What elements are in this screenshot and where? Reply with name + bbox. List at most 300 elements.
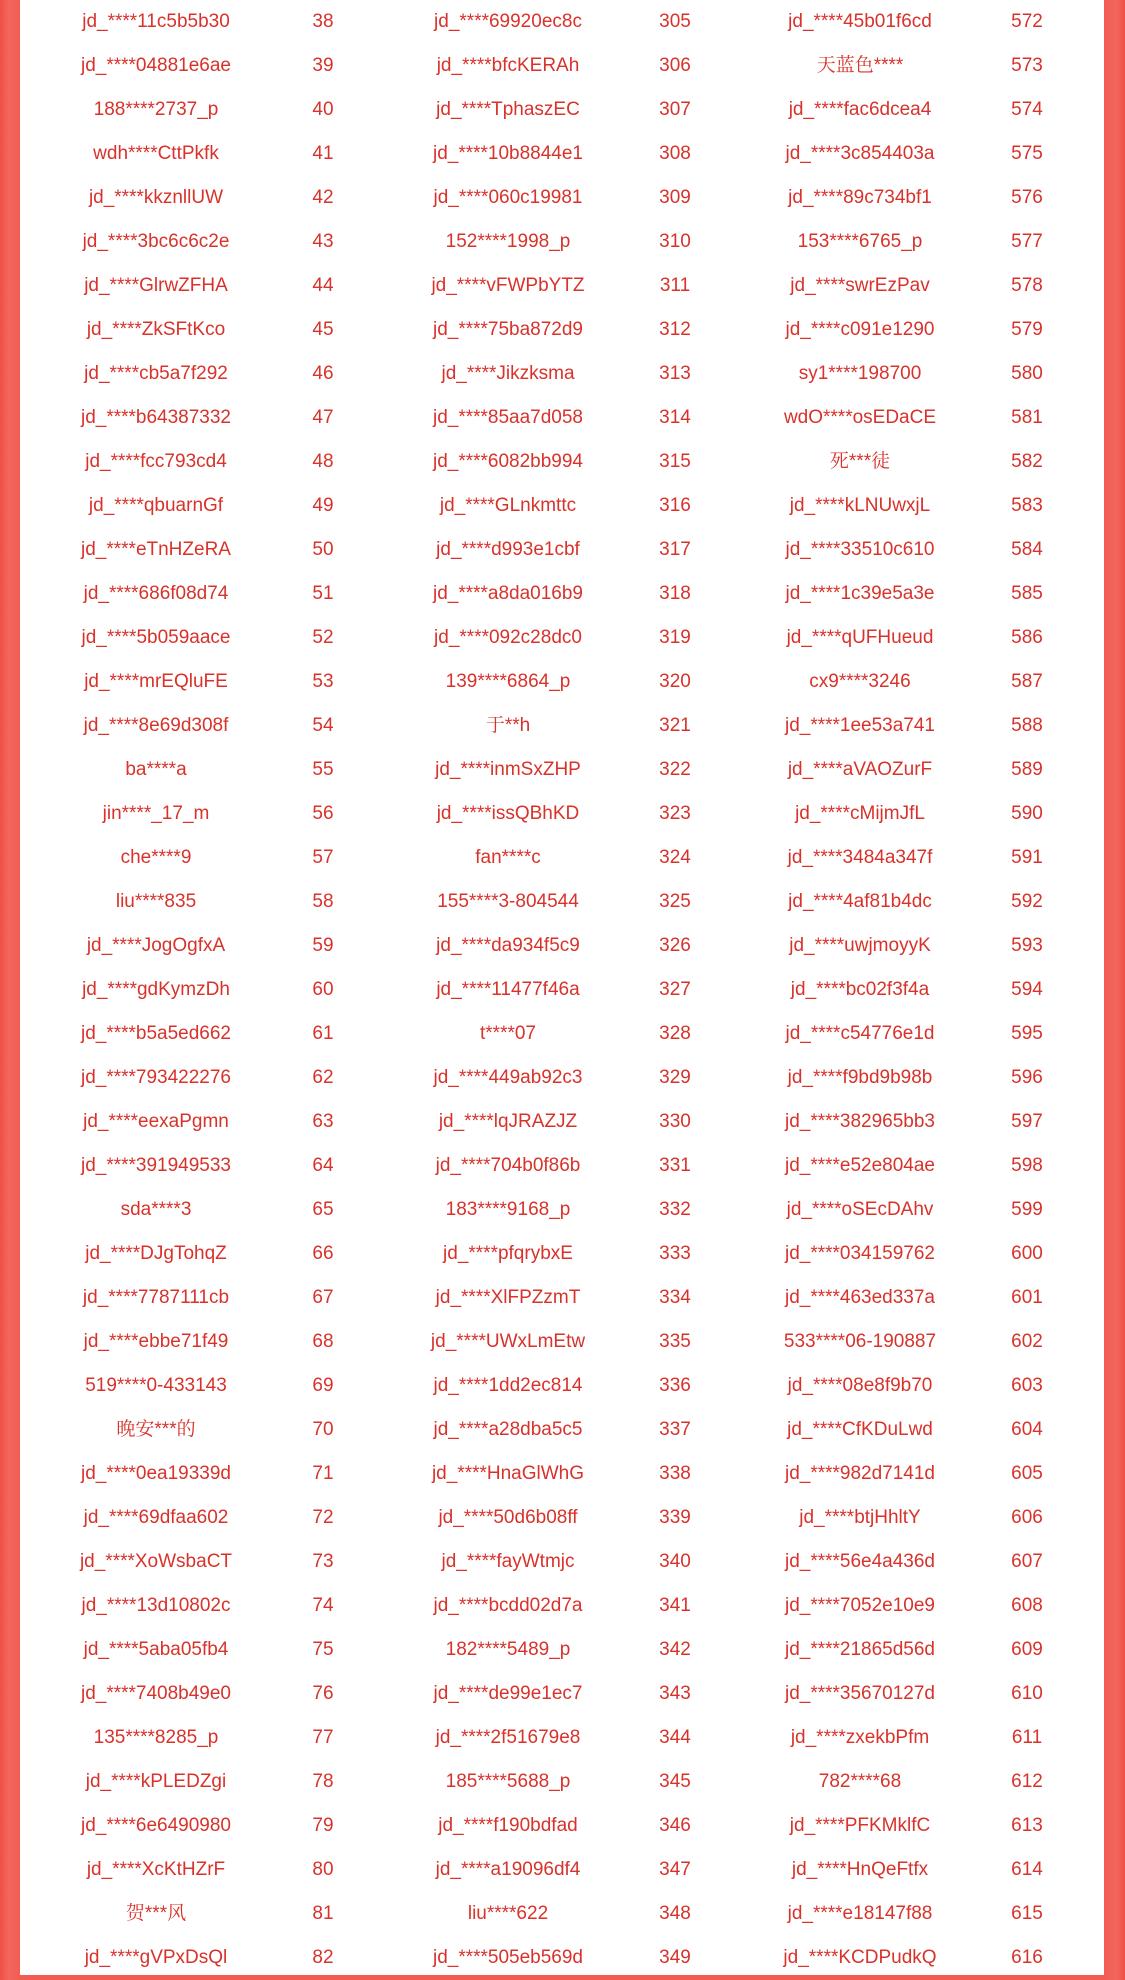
- winner-rank: 63: [312, 1111, 334, 1132]
- winner-name: jd_****704b0f86b: [435, 1155, 581, 1176]
- winner-name: jd_****75ba872d9: [432, 319, 584, 340]
- winner-rank: 336: [659, 1375, 691, 1396]
- winner-rank: 311: [659, 275, 691, 296]
- winner-rank: 573: [1011, 55, 1043, 76]
- winner-name: fan****c: [475, 847, 541, 868]
- winner-rank: 318: [659, 583, 691, 604]
- winner-name: jd_****69dfaa602: [83, 1507, 229, 1528]
- winner-name: jd_****982d7141d: [784, 1463, 936, 1484]
- winner-rank: 340: [659, 1551, 691, 1572]
- winner-name: jd_****1ee53a741: [784, 715, 936, 736]
- winner-name: 533****06-190887: [783, 1331, 937, 1352]
- winner-rank: 54: [312, 715, 334, 736]
- winner-name: jd_****21865d56d: [784, 1639, 936, 1660]
- winner-rank: 322: [659, 759, 691, 780]
- winner-rank: 612: [1011, 1771, 1043, 1792]
- list-row: [0, 88, 1125, 132]
- winner-rank: 595: [1011, 1023, 1043, 1044]
- winner-rank: 599: [1011, 1199, 1043, 1220]
- winner-rank: 337: [659, 1419, 691, 1440]
- list-row: [0, 1408, 1125, 1452]
- list-row: [0, 484, 1125, 528]
- winner-name: jd_****449ab92c3: [433, 1067, 583, 1088]
- winner-name: jd_****d993e1cbf: [436, 539, 580, 560]
- winner-name: sy1****198700: [798, 363, 922, 384]
- winner-rank: 43: [312, 231, 334, 252]
- winner-rank: 45: [312, 319, 334, 340]
- winner-name: 182****5489_p: [445, 1639, 571, 1660]
- winner-name: jd_****7787111cb: [82, 1287, 230, 1308]
- winner-name: jd_****85aa7d058: [432, 407, 584, 428]
- winner-rank: 608: [1011, 1595, 1043, 1616]
- winner-rank: 335: [659, 1331, 691, 1352]
- winner-rank: 345: [659, 1771, 691, 1792]
- winner-rank: 49: [312, 495, 334, 516]
- winner-rank: 332: [659, 1199, 691, 1220]
- winner-name: jd_****fcc793cd4: [85, 451, 227, 472]
- list-row: [0, 220, 1125, 264]
- list-row: [0, 1276, 1125, 1320]
- winner-rank: 320: [659, 671, 691, 692]
- winner-name: che****9: [120, 847, 192, 868]
- winner-name: jd_****793422276: [80, 1067, 232, 1088]
- list-row: [0, 528, 1125, 572]
- winner-name: jd_****45b01f6cd: [788, 11, 932, 32]
- winner-rank: 333: [659, 1243, 691, 1264]
- list-row: [0, 352, 1125, 396]
- winner-rank: 600: [1011, 1243, 1043, 1264]
- winner-name: jd_****56e4a436d: [784, 1551, 936, 1572]
- winner-rank: 65: [312, 1199, 334, 1220]
- winner-rank: 606: [1011, 1507, 1043, 1528]
- winner-name: jd_****bcdd02d7a: [433, 1595, 583, 1616]
- winner-name: jd_****505eb569d: [432, 1947, 584, 1968]
- list-row: [0, 1848, 1125, 1892]
- winner-name: jd_****UWxLmEtw: [430, 1331, 586, 1352]
- winner-rank: 347: [659, 1859, 691, 1880]
- winner-rank: 323: [659, 803, 691, 824]
- winner-rank: 578: [1011, 275, 1043, 296]
- winner-rank: 343: [659, 1683, 691, 1704]
- winner-name: jd_****HnQeFtfx: [791, 1859, 929, 1880]
- winner-name: jd_****6e6490980: [80, 1815, 232, 1836]
- winner-rank: 60: [312, 979, 334, 1000]
- list-row: [0, 1056, 1125, 1100]
- winner-name: jd_****f9bd9b98b: [787, 1067, 933, 1088]
- winner-name: jd_****ebbe71f49: [83, 1331, 229, 1352]
- winner-name: jd_****5aba05fb4: [83, 1639, 229, 1660]
- list-row: [0, 1232, 1125, 1276]
- winner-name: jd_****de99e1ec7: [433, 1683, 583, 1704]
- winner-name: jin****_17_m: [102, 803, 210, 824]
- winner-name: jd_****3484a347f: [787, 847, 933, 868]
- winner-rank: 46: [312, 363, 334, 384]
- winner-name: jd_****CfKDuLwd: [787, 1419, 933, 1440]
- winner-rank: 80: [312, 1859, 334, 1880]
- winner-name: jd_****7408b49e0: [80, 1683, 232, 1704]
- winner-rank: 53: [312, 671, 334, 692]
- winner-name: jd_****TphaszEC: [436, 99, 580, 120]
- winner-rank: 326: [659, 935, 691, 956]
- winner-rank: 583: [1011, 495, 1043, 516]
- list-row: [0, 1672, 1125, 1716]
- winner-rank: 313: [659, 363, 691, 384]
- winner-rank: 77: [312, 1727, 334, 1748]
- winner-rank: 582: [1011, 451, 1043, 472]
- winner-rank: 325: [659, 891, 691, 912]
- winner-name: jd_****da934f5c9: [436, 935, 580, 956]
- list-row: [0, 1804, 1125, 1848]
- winner-rank: 38: [312, 11, 334, 32]
- winner-name: wdO****osEDaCE: [783, 407, 937, 428]
- list-row: [0, 176, 1125, 220]
- list-row: [0, 396, 1125, 440]
- list-row: [0, 1584, 1125, 1628]
- winner-rank: 72: [312, 1507, 334, 1528]
- winner-rank: 586: [1011, 627, 1043, 648]
- winner-rank: 56: [312, 803, 334, 824]
- winner-name: jd_****inmSxZHP: [435, 759, 581, 780]
- winner-name: jd_****8e69d308f: [83, 715, 229, 736]
- winner-name: 晚安***的: [116, 1419, 196, 1440]
- winner-rank: 613: [1011, 1815, 1043, 1836]
- winner-name: jd_****6082bb994: [432, 451, 584, 472]
- winner-name: jd_****3c854403a: [785, 143, 935, 164]
- winner-name: jd_****GLnkmttc: [439, 495, 577, 516]
- winner-name: jd_****3bc6c6c2e: [82, 231, 230, 252]
- winner-name: 于**h: [485, 715, 531, 736]
- winner-rank: 611: [1011, 1727, 1043, 1748]
- winner-rank: 342: [659, 1639, 691, 1660]
- winner-name: jd_****89c734bf1: [788, 187, 932, 208]
- winner-rank: 81: [312, 1903, 334, 1924]
- winner-rank: 312: [659, 319, 691, 340]
- winner-name: jd_****mrEQluFE: [84, 671, 228, 692]
- winner-name: jd_****issQBhKD: [436, 803, 580, 824]
- winner-rank: 588: [1011, 715, 1043, 736]
- winner-name: jd_****bc02f3f4a: [790, 979, 930, 1000]
- winner-name: jd_****Jikzksma: [441, 363, 575, 384]
- winner-rank: 68: [312, 1331, 334, 1352]
- winner-rank: 349: [659, 1947, 691, 1968]
- winner-name: jd_****034159762: [784, 1243, 936, 1264]
- winner-name: jd_****2f51679e8: [435, 1727, 581, 1748]
- winner-rank: 82: [312, 1947, 334, 1968]
- winner-name: 185****5688_p: [445, 1771, 571, 1792]
- winner-rank: 597: [1011, 1111, 1043, 1132]
- winner-name: 183****9168_p: [445, 1199, 571, 1220]
- winner-rank: 76: [312, 1683, 334, 1704]
- list-row: [0, 572, 1125, 616]
- winner-rank: 329: [659, 1067, 691, 1088]
- winner-rank: 614: [1011, 1859, 1043, 1880]
- winner-rank: 580: [1011, 363, 1043, 384]
- winner-rank: 310: [659, 231, 691, 252]
- winner-name: jd_****eTnHZeRA: [81, 539, 231, 560]
- winner-rank: 590: [1011, 803, 1043, 824]
- winner-name: jd_****c54776e1d: [785, 1023, 935, 1044]
- winner-rank: 58: [312, 891, 334, 912]
- winner-name: jd_****lqJRAZJZ: [438, 1111, 578, 1132]
- winner-rank: 306: [659, 55, 691, 76]
- winner-name: jd_****463ed337a: [784, 1287, 936, 1308]
- winner-name: jd_****1c39e5a3e: [785, 583, 935, 604]
- winner-rank: 596: [1011, 1067, 1043, 1088]
- winner-rank: 309: [659, 187, 691, 208]
- winner-name: jd_****DJgTohqZ: [85, 1243, 227, 1264]
- winner-name: jd_****btjHhltY: [799, 1507, 921, 1528]
- winner-rank: 70: [312, 1419, 334, 1440]
- list-row: [0, 748, 1125, 792]
- list-row: [0, 616, 1125, 660]
- list-row: [0, 132, 1125, 176]
- winner-name: jd_****4af81b4dc: [788, 891, 932, 912]
- winner-name: jd_****gVPxDsQl: [84, 1947, 228, 1968]
- winner-name: jd_****7052e10e9: [784, 1595, 936, 1616]
- winner-rank: 314: [659, 407, 691, 428]
- winner-rank: 598: [1011, 1155, 1043, 1176]
- winner-rank: 344: [659, 1727, 691, 1748]
- list-row: [0, 1012, 1125, 1056]
- winner-rank: 348: [659, 1903, 691, 1924]
- winner-rank: 308: [659, 143, 691, 164]
- list-row: [0, 1892, 1125, 1936]
- winner-rank: 339: [659, 1507, 691, 1528]
- winner-rank: 327: [659, 979, 691, 1000]
- list-row: [0, 1716, 1125, 1760]
- winner-rank: 589: [1011, 759, 1043, 780]
- winner-rank: 330: [659, 1111, 691, 1132]
- winner-name: jd_****11c5b5b30: [82, 11, 230, 32]
- winner-rank: 316: [659, 495, 691, 516]
- winner-rank: 581: [1011, 407, 1043, 428]
- winner-name: 152****1998_p: [445, 231, 571, 252]
- winner-rank: 52: [312, 627, 334, 648]
- list-row: [0, 264, 1125, 308]
- winner-rank: 307: [659, 99, 691, 120]
- list-row: [0, 1100, 1125, 1144]
- winner-rank: 604: [1011, 1419, 1043, 1440]
- winner-name: jd_****ZkSFtKco: [86, 319, 226, 340]
- winner-rank: 55: [312, 759, 334, 780]
- winner-rank: 73: [312, 1551, 334, 1572]
- winner-rank: 71: [312, 1463, 334, 1484]
- winner-name: 139****6864_p: [445, 671, 571, 692]
- winner-rank: 576: [1011, 187, 1043, 208]
- winner-rank: 47: [312, 407, 334, 428]
- winner-rank: 591: [1011, 847, 1043, 868]
- winner-name: jd_****f190bdfad: [438, 1815, 578, 1836]
- list-row: [0, 1936, 1125, 1980]
- winner-rank: 341: [659, 1595, 691, 1616]
- winner-rank: 346: [659, 1815, 691, 1836]
- winner-rank: 334: [659, 1287, 691, 1308]
- winner-rank: 605: [1011, 1463, 1043, 1484]
- winner-name: jd_****gdKymzDh: [82, 979, 230, 1000]
- list-row: [0, 1320, 1125, 1364]
- winner-name: jd_****5b059aace: [81, 627, 231, 648]
- winner-name: jd_****13d10802c: [81, 1595, 231, 1616]
- winner-name: liu****835: [115, 891, 197, 912]
- winner-rank: 609: [1011, 1639, 1043, 1660]
- winner-name: jd_****XlFPZzmT: [435, 1287, 581, 1308]
- winner-name: jd_****08e8f9b70: [787, 1375, 933, 1396]
- winner-name: 782****68: [818, 1771, 902, 1792]
- winner-rank: 62: [312, 1067, 334, 1088]
- winner-name: sda****3: [120, 1199, 192, 1220]
- winner-name: 155****3-804544: [437, 891, 579, 912]
- winner-rank: 585: [1011, 583, 1043, 604]
- winner-rank: 572: [1011, 11, 1043, 32]
- winner-rank: 42: [312, 187, 334, 208]
- winner-rank: 601: [1011, 1287, 1043, 1308]
- list-row: [0, 308, 1125, 352]
- winner-name: cx9****3246: [809, 671, 911, 692]
- winner-name: jd_****aVAOZurF: [787, 759, 933, 780]
- winner-rank: 64: [312, 1155, 334, 1176]
- winner-rank: 67: [312, 1287, 334, 1308]
- winner-rank: 40: [312, 99, 334, 120]
- list-row: [0, 1540, 1125, 1584]
- list-row: [0, 44, 1125, 88]
- winner-rank: 593: [1011, 935, 1043, 956]
- winner-rank: 59: [312, 935, 334, 956]
- winner-rank: 79: [312, 1815, 334, 1836]
- winner-name: jd_****kLNUwxjL: [789, 495, 931, 516]
- winner-name: jd_****pfqrybxE: [443, 1243, 573, 1264]
- winner-rank: 41: [312, 143, 334, 164]
- list-row: [0, 1188, 1125, 1232]
- winner-name: 153****6765_p: [797, 231, 923, 252]
- winner-rank: 78: [312, 1771, 334, 1792]
- winner-name: 519****0-433143: [85, 1375, 227, 1396]
- winner-rank: 319: [659, 627, 691, 648]
- list-row: [0, 836, 1125, 880]
- winner-rank: 39: [312, 55, 334, 76]
- winner-rank: 616: [1011, 1947, 1043, 1968]
- winner-rank: 579: [1011, 319, 1043, 340]
- list-row: [0, 968, 1125, 1012]
- list-row: [0, 880, 1125, 924]
- winner-name: jd_****swrEzPav: [790, 275, 930, 296]
- winner-name: jd_****04881e6ae: [80, 55, 232, 76]
- winner-name: jd_****a28dba5c5: [433, 1419, 583, 1440]
- winner-rank: 577: [1011, 231, 1043, 252]
- list-row: [0, 1496, 1125, 1540]
- winner-rank: 315: [659, 451, 691, 472]
- winner-rank: 48: [312, 451, 334, 472]
- winner-name: jd_****686f08d74: [83, 583, 229, 604]
- winner-name: jd_****vFWPbYTZ: [431, 275, 585, 296]
- winner-rank: 74: [312, 1595, 334, 1616]
- winner-name: jd_****KCDPudkQ: [783, 1947, 937, 1968]
- winner-name: jd_****382965bb3: [784, 1111, 936, 1132]
- winner-name: 死***徒: [829, 451, 891, 472]
- winner-rank: 317: [659, 539, 691, 560]
- winner-rank: 328: [659, 1023, 691, 1044]
- winner-name: jd_****PFKMklfC: [789, 1815, 931, 1836]
- winner-rank: 50: [312, 539, 334, 560]
- winner-name: liu****622: [467, 1903, 549, 1924]
- winner-name: jd_****b64387332: [80, 407, 232, 428]
- winner-name: jd_****092c28dc0: [434, 627, 582, 648]
- list-row: [0, 704, 1125, 748]
- winner-name: jd_****50d6b08ff: [438, 1507, 578, 1528]
- winner-name: jd_****JogOgfxA: [86, 935, 226, 956]
- winner-name: jd_****e52e804ae: [784, 1155, 936, 1176]
- winner-name: jd_****060c19981: [433, 187, 583, 208]
- winner-name: jd_****cb5a7f292: [84, 363, 228, 384]
- winner-name: jd_****a8da016b9: [432, 583, 584, 604]
- winner-name: jd_****0ea19339d: [80, 1463, 232, 1484]
- winner-rank: 587: [1011, 671, 1043, 692]
- winner-name: jd_****oSEcDAhv: [786, 1199, 934, 1220]
- winner-rank: 321: [659, 715, 691, 736]
- winner-rank: 594: [1011, 979, 1043, 1000]
- winner-name: ba****a: [125, 759, 187, 780]
- winner-rank: 69: [312, 1375, 334, 1396]
- winner-name: jd_****fayWtmjc: [441, 1551, 575, 1572]
- winner-rank: 610: [1011, 1683, 1043, 1704]
- winner-rank: 44: [312, 275, 334, 296]
- winner-name: jd_****HnaGlWhG: [431, 1463, 585, 1484]
- winner-rank: 66: [312, 1243, 334, 1264]
- winner-rank: 575: [1011, 143, 1043, 164]
- winner-rank: 75: [312, 1639, 334, 1660]
- winner-rank: 338: [659, 1463, 691, 1484]
- winner-rank: 57: [312, 847, 334, 868]
- winner-name: jd_****b5a5ed662: [80, 1023, 232, 1044]
- winner-name: jd_****eexaPgmn: [83, 1111, 229, 1132]
- winner-name: jd_****391949533: [80, 1155, 232, 1176]
- winner-rank: 331: [659, 1155, 691, 1176]
- winner-rank: 584: [1011, 539, 1043, 560]
- winner-name: 135****8285_p: [93, 1727, 219, 1748]
- winner-name: jd_****11477f46a: [436, 979, 580, 1000]
- winner-name: jd_****1dd2ec814: [433, 1375, 583, 1396]
- list-row: [0, 924, 1125, 968]
- list-row: [0, 1364, 1125, 1408]
- winner-name: 188****2737_p: [93, 99, 219, 120]
- winner-name: jd_****35670127d: [784, 1683, 936, 1704]
- winner-name: jd_****XcKtHZrF: [86, 1859, 226, 1880]
- winner-name: jd_****kkznllUW: [88, 187, 224, 208]
- list-row: [0, 1144, 1125, 1188]
- winner-rank: 324: [659, 847, 691, 868]
- winner-name: jd_****69920ec8c: [434, 11, 582, 32]
- winner-rank: 51: [312, 583, 334, 604]
- winner-rank: 61: [312, 1023, 334, 1044]
- winner-rank: 592: [1011, 891, 1043, 912]
- winner-name: jd_****cMijmJfL: [795, 803, 925, 824]
- winner-name: jd_****XoWsbaCT: [79, 1551, 233, 1572]
- winner-name: jd_****fac6dcea4: [788, 99, 932, 120]
- winner-name: 贺***风: [125, 1903, 187, 1924]
- winner-name: jd_****qbuarnGf: [88, 495, 224, 516]
- winner-rank: 607: [1011, 1551, 1043, 1572]
- winner-rank: 603: [1011, 1375, 1043, 1396]
- winner-rank: 574: [1011, 99, 1043, 120]
- winner-name: jd_****qUFHueud: [786, 627, 934, 648]
- list-row: [0, 1760, 1125, 1804]
- list-row: [0, 792, 1125, 836]
- winner-name: jd_****10b8844e1: [432, 143, 584, 164]
- list-row: [0, 1628, 1125, 1672]
- list-row: [0, 0, 1125, 44]
- winner-rank: 305: [659, 11, 691, 32]
- winner-name: 天蓝色****: [816, 55, 904, 76]
- winner-name: jd_****a19096df4: [435, 1859, 581, 1880]
